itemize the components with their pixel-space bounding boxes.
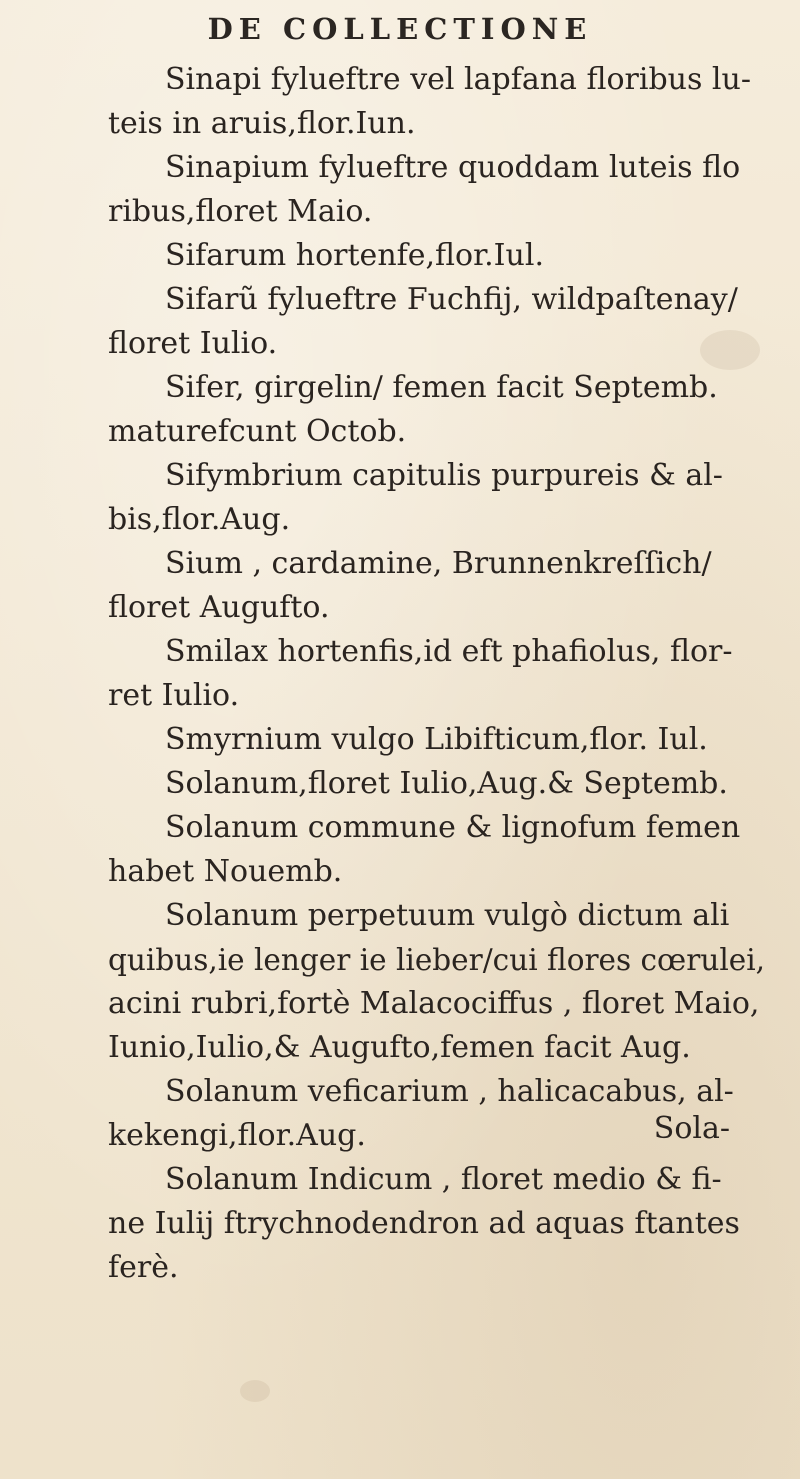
text-column [108, 58, 768, 1290]
text-line: Smilax hortenfis,id eft phafiolus, flor- [165, 634, 733, 669]
text-line: Sifarũ fylueftre Fuchfij, wildpaſtenay/ [165, 282, 738, 317]
text-line: floret Iulio. [108, 326, 278, 361]
text-line: Sifer, girgelin/ femen facit Septemb. [165, 370, 718, 405]
text-line: ret Iulio. [108, 678, 240, 713]
text-line: Solanum commune & lignofum femen [165, 810, 741, 845]
text-line: floret Augufto. [108, 590, 330, 625]
text-line: maturefcunt Octob. [108, 414, 407, 449]
text-line: ribus,floret Maio. [108, 194, 373, 229]
text-line: ne Iulij ftrychnodendron ad aquas ftantes [108, 1206, 740, 1241]
text-line: Iunio,Iulio,& Augufto,femen facit Aug. [108, 1030, 691, 1065]
text-line: quibus,ie lenger ie lieber/cui flores cœrulei, [108, 943, 766, 977]
text-line: Sinapium fylueftre quoddam luteis flo [165, 150, 741, 185]
text-line: Sinapi fylueftre vel lapfana floribus lu- [165, 62, 751, 97]
text-line: ferè. [108, 1250, 179, 1285]
text-line: Solanum,floret Iulio,Aug.& Septemb. [165, 766, 728, 801]
text-line: Solanum perpetuum vulgò dictum ali [165, 898, 730, 933]
text-line: habet Nouemb. [108, 854, 343, 889]
text-line: Smyrnium vulgo Libifticum,flor. Iul. [165, 722, 708, 757]
text-line: Sium , cardamine, Brunnenkreſſich/ [165, 546, 712, 581]
catchword: Sola- [653, 1111, 730, 1146]
running-head: DE COLLECTIONE [207, 12, 593, 46]
text-line: Solanum Indicum , floret medio & fi- [165, 1162, 722, 1197]
text-line: teis in aruis,flor.Iun. [108, 106, 416, 141]
text-line: bis,flor.Aug. [108, 502, 291, 537]
text-line: kekengi,flor.Aug. [108, 1118, 366, 1153]
text-line: Sifymbrium capitulis purpureis & al- [165, 458, 723, 493]
paper-stain [240, 1380, 270, 1402]
text-line: acini rubri,fortè Malacociffus , floret Maio, [108, 986, 760, 1021]
text-line: Solanum veficarium , halicacabus, al- [165, 1074, 734, 1109]
text-line: Sifarum hortenfe,flor.Iul. [165, 238, 544, 273]
